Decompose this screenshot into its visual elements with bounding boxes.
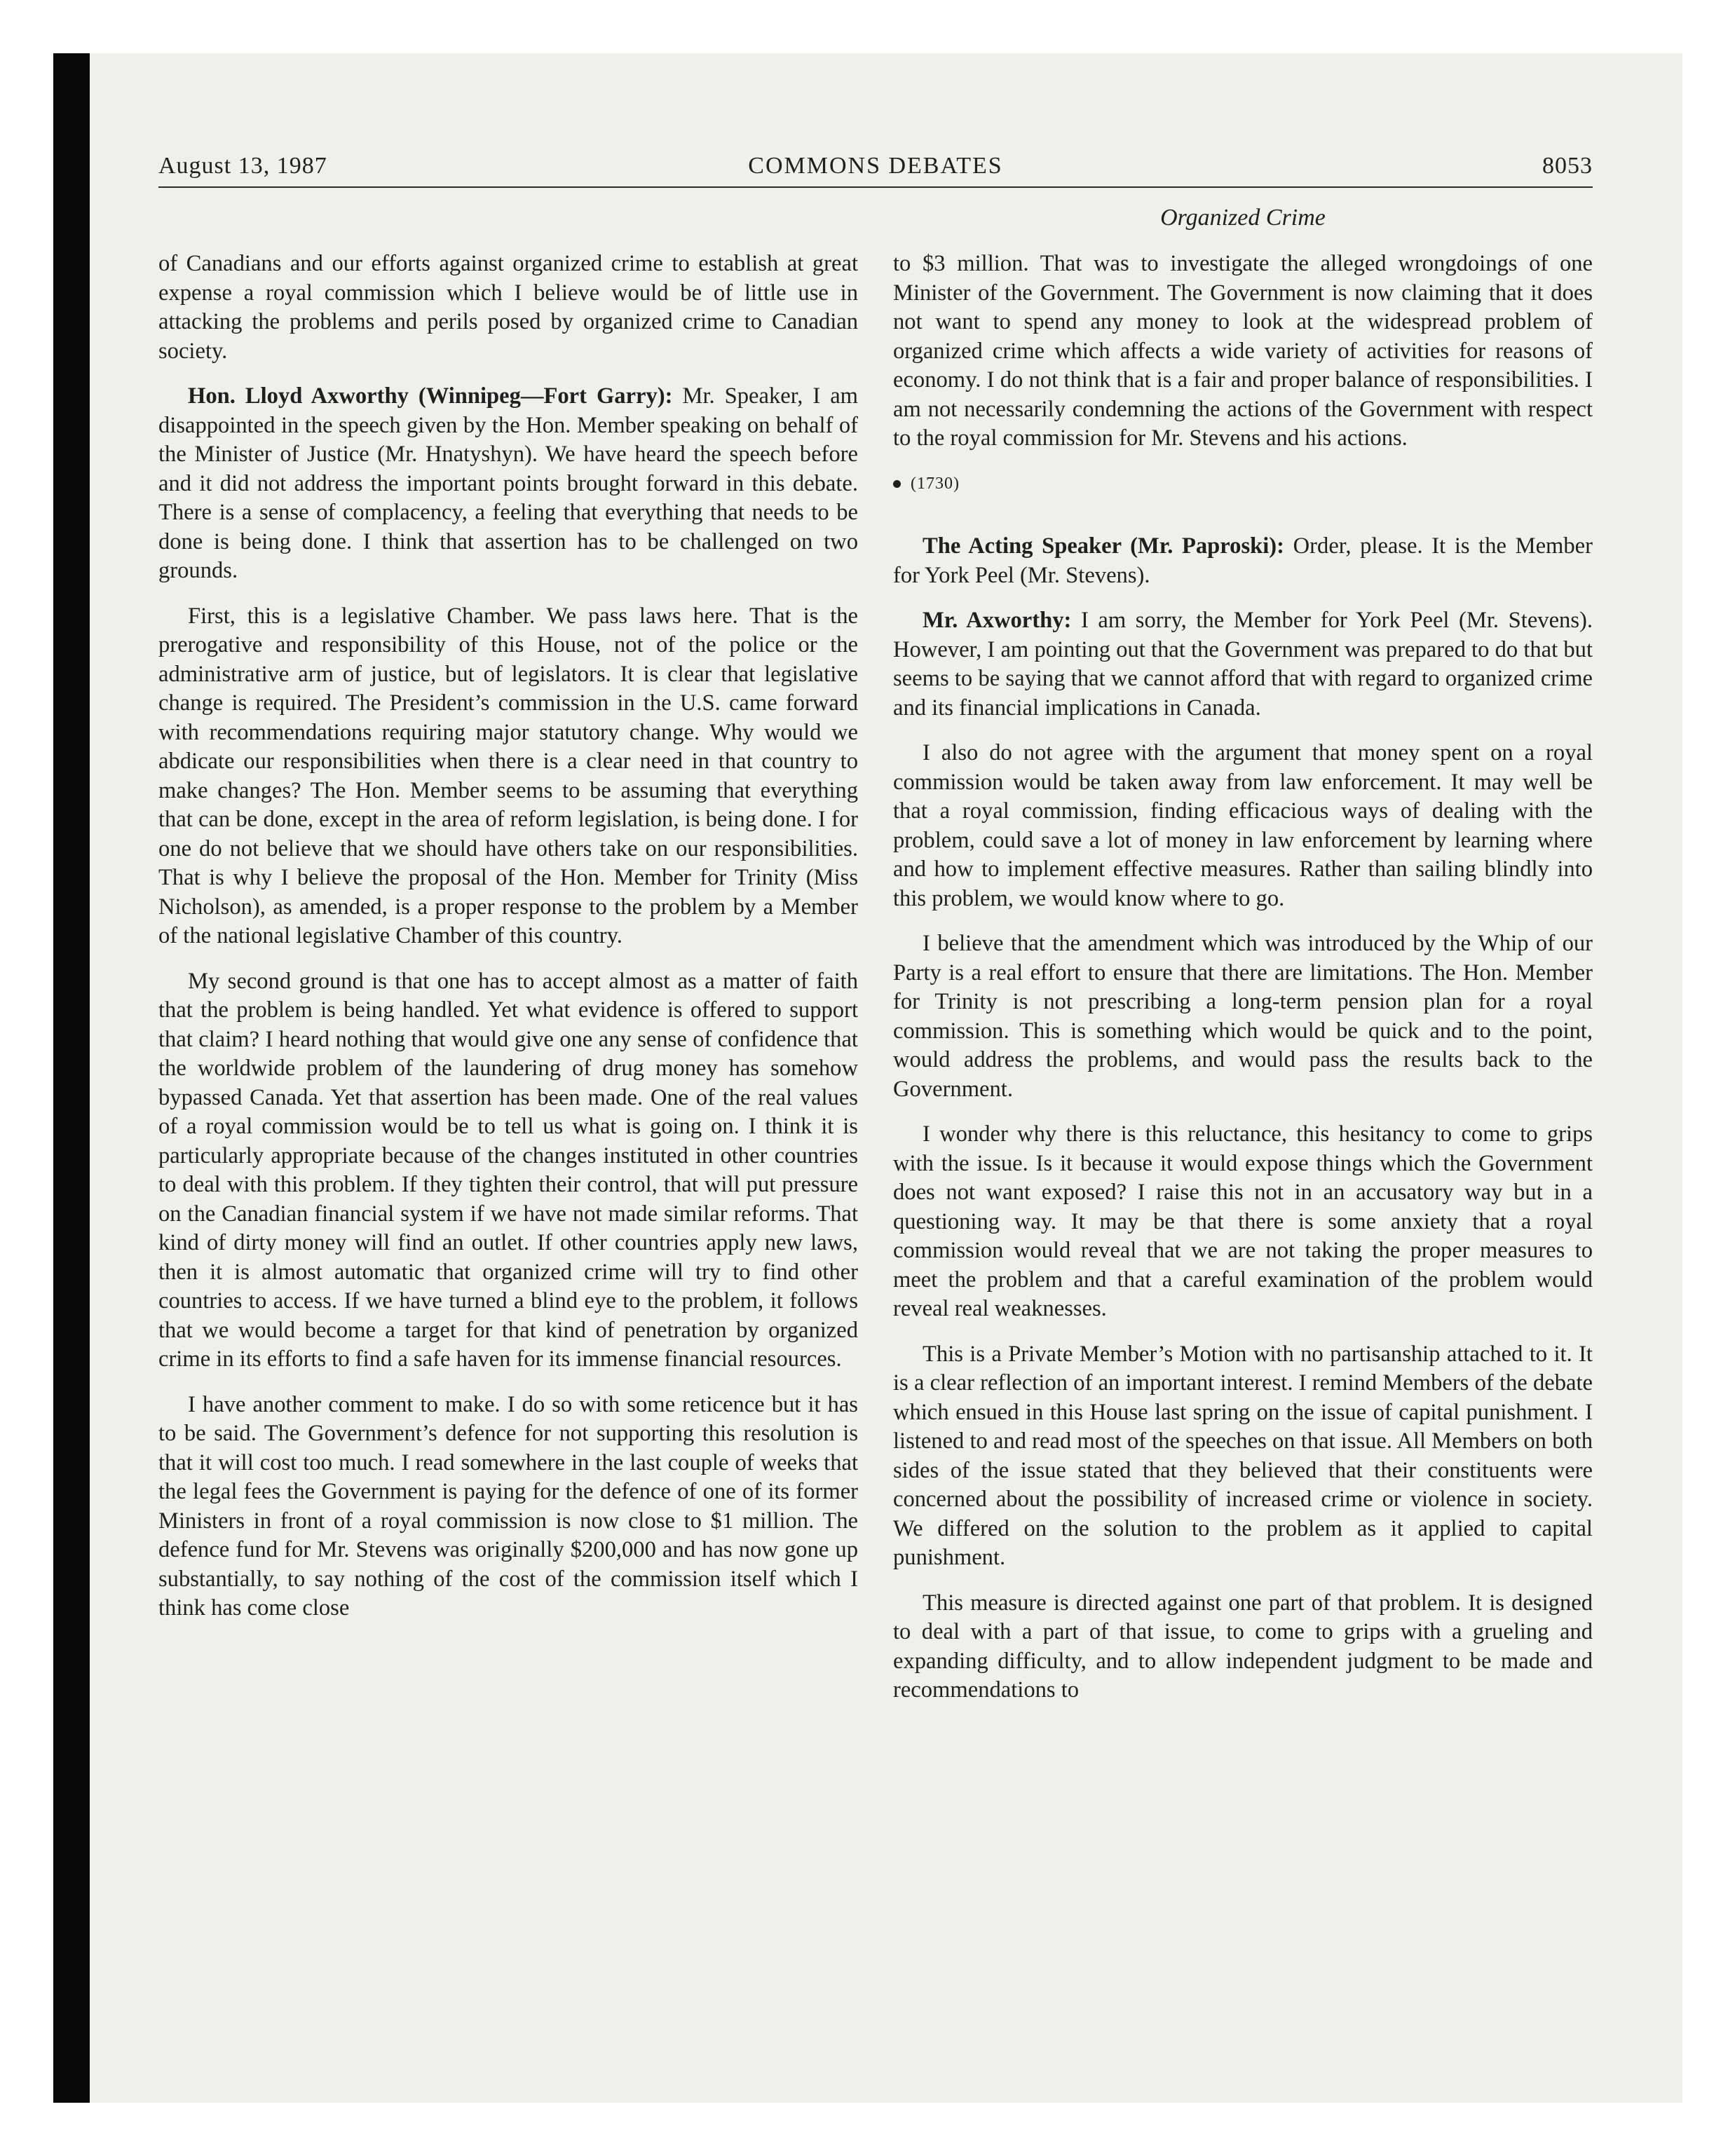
paragraph: This measure is directed against one part of that problem. It is designed to deal with a part of that issue, to come to grips with a grueling and expanding difficulty, and to allow independent judgment to be made and recommendations to: [893, 1590, 1593, 1703]
header-rule: [158, 186, 1593, 188]
header-publication: COMMONS DEBATES: [748, 153, 1003, 179]
paragraph: This is a Private Member’s Motion with no partisanship attached to it. It is a clear reflection of an important interest. I remind Members of the debate which ensued in this House last spring on the issue of capital punishment. I listened to and read most of the speeches on that issue. All Members on both sides of the issue stated that they believed that their constituents were concerned about the possibility of increased crime or violence in society. We differed on the solution to the problem as it applied to capital punishment.: [893, 1341, 1593, 1570]
header-date: August 13, 1987: [158, 153, 327, 179]
speaker-name: The Acting Speaker (Mr. Paproski):: [923, 533, 1285, 559]
subject-heading: Organized Crime: [1160, 205, 1326, 231]
paragraph: My second ground is that one has to accept almost as a matter of faith that the problem is being handled. Yet what evidence is offered to support that claim? I heard nothing that would give one any sense of confidence that the worldwide problem of the laundering of drug money has somehow bypassed Canada. Yet that assertion has been made. One of the real values of a royal commission would be to tell us what is going on. I think it is particularly appropriate because of the changes instituted in other countries to deal with this problem. If they tighten their control, that will put pressure on the Canadian financial system if we have not made similar reforms. That kind of dirty money will find an outlet. If other countries apply new laws, then it is almost automatic that organized crime will try to find other countries to access. If we have turned a blind eye to the problem, it follows that we would become a target for that kind of penetration by organized crime in its efforts to find a safe haven for its immense financial resources.: [158, 968, 858, 1372]
paragraph: First, this is a legislative Chamber. We pass laws here. That is the prerogative and responsibility of this House, not of the police or the administrative arm of justice, but of legislators. It is clear that legislative change is required. The President’s commission in the U.S. came forward with recommendations requiring major statutory change. Why would we abdicate our responsibilities when there is a clear need in that country to make changes? The Hon. Member seems to be assuming that everything that can be done, except in the area of reform legislation, is being done. I for one do not believe that we should have others take on our responsibilities. That is why I believe the proposal of the Hon. Member for Trinity (Miss Nicholson), as amended, is a proper response to the problem by a Member of the national legislative Chamber of this country.: [158, 603, 858, 948]
time-marker: [893, 470, 1593, 499]
time-marker-text: (1730): [911, 474, 960, 493]
paragraph: [893, 532, 1593, 590]
paragraph: I also do not agree with the argument that money spent on a royal commission would be taken away from law enforcement. It may well be that a royal commission, finding efficacious ways of dealing with the problem, could save a lot of money in law enforcement by learning where and how to implement effective measures. Rather than sailing blindly into this problem, we would know where to go.: [893, 740, 1593, 911]
header-page-number: 8053: [1542, 153, 1593, 179]
bullet-icon: [893, 480, 901, 488]
speech-text: Mr. Speaker, I am disappointed in the speech given by the Hon. Member speaking on behalf of the Minister of Justice (Mr. Hnatyshyn). We have heard the speech before and it did not address the important points brought forward in this debate. There is a sense of complacency, a feeling that everything that needs to be done is being done. I think that assertion has to be challenged on two grounds.: [158, 383, 858, 583]
speaker-name: Hon. Lloyd Axworthy (Winnipeg—Fort Garry):: [188, 383, 673, 409]
paragraph: I wonder why there is this reluctance, this hesitancy to come to grips with the issue. Is it because it would expose things which the Government does not want exposed? I raise this not in an accusatory way but in a questioning way. It may be that there is some anxiety that a royal commission would reveal that we are not taking the proper measures to meet the problem and that a careful examination of the problem would reveal real weaknesses.: [893, 1121, 1593, 1321]
paragraph: [893, 606, 1593, 723]
paragraph: to $3 million. That was to investigate the alleged wrongdoings of one Minister of the Government. The Government is now claiming that it does not want to spend any money to look at the widespread problem of organized crime which affects a wide variety of activities for reasons of economy. I do not think that is a fair and proper balance of responsibilities. I am not necessarily condemning the actions of the Government with respect to the royal commission for Mr. Stevens and his actions.: [893, 251, 1593, 451]
paragraph: I have another comment to make. I do so with some reticence but it has to be said. The Government’s defence for not supporting this resolution is that it will cost too much. I read somewhere in the last couple of weeks that the legal fees the Government is paying for the defence of one of its former Ministers in front of a royal commission is now close to $1 million. The defence fund for Mr. Stevens was originally $200,000 and has now gone up substantially, to say nothing of the cost of the commission itself which I think has come close: [158, 1391, 858, 1621]
running-header: [158, 153, 1593, 185]
right-column: [893, 250, 1593, 1721]
paragraph: of Canadians and our efforts against organized crime to establish at great expense a royal commission which I believe would be of little use in attacking the problems and perils posed by organized crime to Canadian society.: [158, 251, 858, 364]
paragraph: [158, 382, 858, 586]
paragraph: I believe that the amendment which was introduced by the Whip of our Party is a real effort to ensure that there are limitations. The Hon. Member for Trinity is not prescribing a long-term pension plan for a royal commission. This is something which would be quick and to the point, would address the problems, and would pass the results back to the Government.: [893, 931, 1593, 1102]
left-column: [158, 250, 858, 1639]
speaker-name: Mr. Axworthy:: [923, 608, 1072, 633]
scan-binding-edge: [53, 53, 90, 2103]
speech-text: I am sorry, the Member for York Peel (Mr. Stevens). However, I am pointing out that the Government was prepared to do that but seems to be saying that we cannot afford that with regard to organized crime and its financial implications in Canada.: [893, 608, 1593, 721]
speech-text: Order, please. It is the Member for York Peel (Mr. Stevens).: [893, 533, 1593, 588]
